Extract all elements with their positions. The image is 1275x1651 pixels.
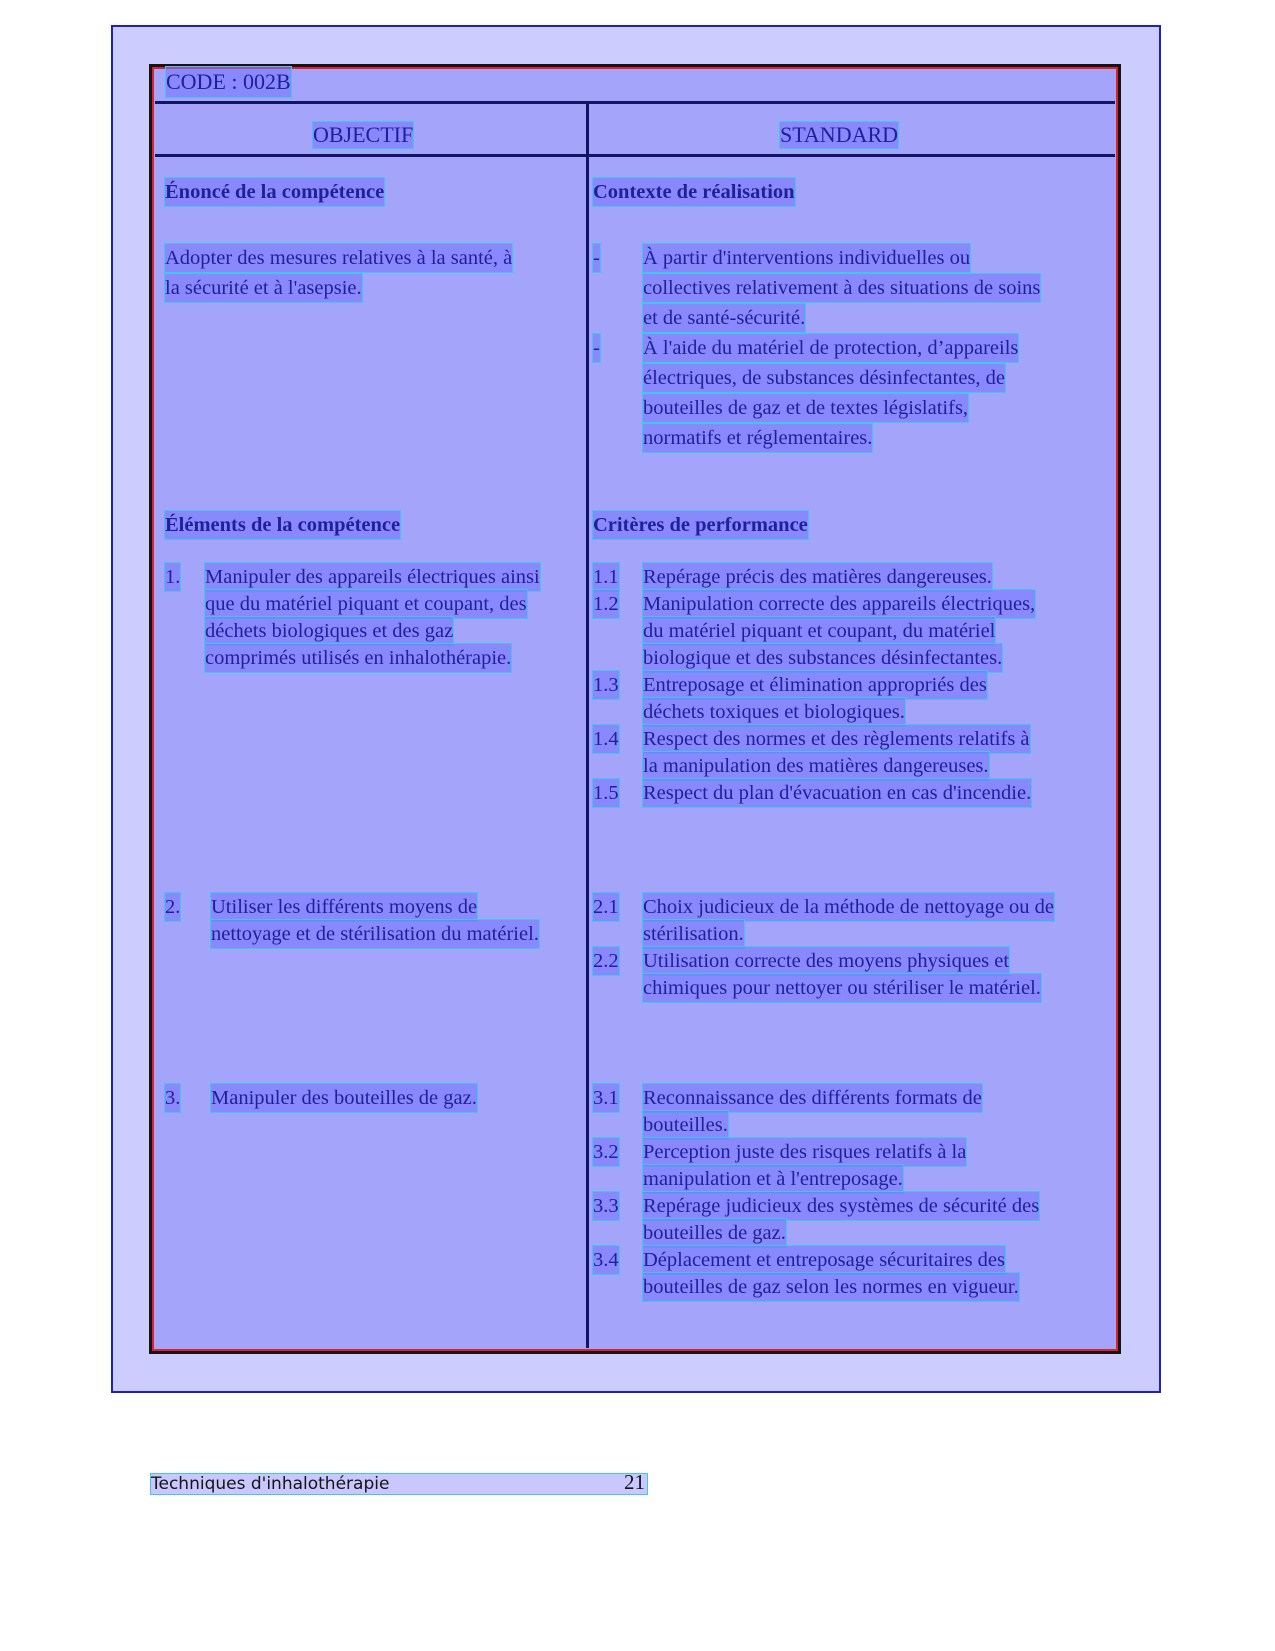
- contexte-line: bouteilles de gaz et de textes législatifs,: [643, 394, 968, 422]
- critere-number: 2.2: [593, 947, 619, 975]
- contexte-bullet: -: [593, 334, 600, 362]
- critere-line: déchets toxiques et biologiques.: [643, 698, 905, 726]
- critere-line: Choix judicieux de la méthode de nettoyage ou de: [643, 893, 1054, 921]
- critere-line: manipulation et à l'entreposage.: [643, 1165, 903, 1193]
- contexte-line: À partir d'interventions individuelles ou: [643, 244, 970, 272]
- critere-line: Perception juste des risques relatifs à la: [643, 1138, 966, 1166]
- critere-line: biologique et des substances désinfectantes.: [643, 644, 1002, 672]
- critere-line: bouteilles.: [643, 1111, 728, 1139]
- contexte-title: Contexte de réalisation: [593, 178, 795, 206]
- element-number: 3.: [165, 1084, 180, 1112]
- critere-line: Déplacement et entreposage sécuritaires des: [643, 1246, 1005, 1274]
- divider-code: [155, 101, 1115, 104]
- critere-line: Manipulation correcte des appareils électriques,: [643, 590, 1035, 618]
- critere-line: Utilisation correcte des moyens physiques et: [643, 947, 1009, 975]
- contexte-line: À l'aide du matériel de protection, d’appareils: [643, 334, 1018, 362]
- critere-number: 3.1: [593, 1084, 619, 1112]
- divider-header: [155, 154, 1115, 157]
- element-line: que du matériel piquant et coupant, des: [205, 590, 527, 618]
- critere-number: 1.4: [593, 725, 619, 753]
- element-line: Manipuler des appareils électriques ainsi: [205, 563, 540, 591]
- critere-number: 1.2: [593, 590, 619, 618]
- critere-line: Reconnaissance des différents formats de: [643, 1084, 982, 1112]
- critere-line: stérilisation.: [643, 920, 744, 948]
- element-line: Manipuler des bouteilles de gaz.: [211, 1084, 477, 1112]
- element-line: déchets biologiques et des gaz: [205, 617, 453, 645]
- critere-number: 2.1: [593, 893, 619, 921]
- critere-number: 1.1: [593, 563, 619, 591]
- page-footer: [151, 1470, 647, 1494]
- critere-line: du matériel piquant et coupant, du matériel: [643, 617, 995, 645]
- contexte-line: collectives relativement à des situations de soins: [643, 274, 1040, 302]
- page-number: 21: [624, 1470, 645, 1494]
- element-number: 2.: [165, 893, 180, 921]
- competency-table: [149, 64, 1121, 1354]
- code-label: CODE : 002B: [166, 67, 291, 97]
- critere-number: 1.3: [593, 671, 619, 699]
- column-divider: [586, 104, 589, 1348]
- enonce-title: Énoncé de la compétence: [165, 178, 384, 206]
- element-line: comprimés utilisés en inhalothérapie.: [205, 644, 511, 672]
- critere-line: Repérage précis des matières dangereuses.: [643, 563, 992, 591]
- critere-line: Repérage judicieux des systèmes de sécurité des: [643, 1192, 1039, 1220]
- enonce-line: Adopter des mesures relatives à la santé, à: [165, 244, 512, 272]
- header-standard: STANDARD: [780, 122, 899, 147]
- critere-line: bouteilles de gaz.: [643, 1219, 786, 1247]
- critere-number: 3.2: [593, 1138, 619, 1166]
- element-line: Utiliser les différents moyens de: [211, 893, 477, 921]
- critere-line: chimiques pour nettoyer ou stériliser le matériel.: [643, 974, 1041, 1002]
- criteres-title: Critères de performance: [593, 511, 808, 539]
- critere-number: 3.3: [593, 1192, 619, 1220]
- critere-line: Respect du plan d'évacuation en cas d'incendie.: [643, 779, 1031, 807]
- critere-number: 3.4: [593, 1246, 619, 1274]
- elements-title: Éléments de la compétence: [165, 511, 400, 539]
- contexte-bullet: -: [593, 244, 600, 272]
- contexte-line: et de santé-sécurité.: [643, 304, 805, 332]
- contexte-line: électriques, de substances désinfectantes, de: [643, 364, 1005, 392]
- element-number: 1.: [165, 563, 180, 591]
- critere-number: 1.5: [593, 779, 619, 807]
- element-line: nettoyage et de stérilisation du matériel.: [211, 920, 539, 948]
- header-objectif: OBJECTIF: [313, 122, 414, 147]
- footer-title: Techniques d'inhalothérapie: [151, 1474, 390, 1494]
- enonce-line: la sécurité et à l'asepsie.: [165, 274, 362, 302]
- critere-line: Entreposage et élimination appropriés des: [643, 671, 987, 699]
- critere-line: Respect des normes et des règlements relatifs à: [643, 725, 1030, 753]
- contexte-line: normatifs et réglementaires.: [643, 424, 872, 452]
- critere-line: bouteilles de gaz selon les normes en vigueur.: [643, 1273, 1019, 1301]
- critere-line: la manipulation des matières dangereuses.: [643, 752, 989, 780]
